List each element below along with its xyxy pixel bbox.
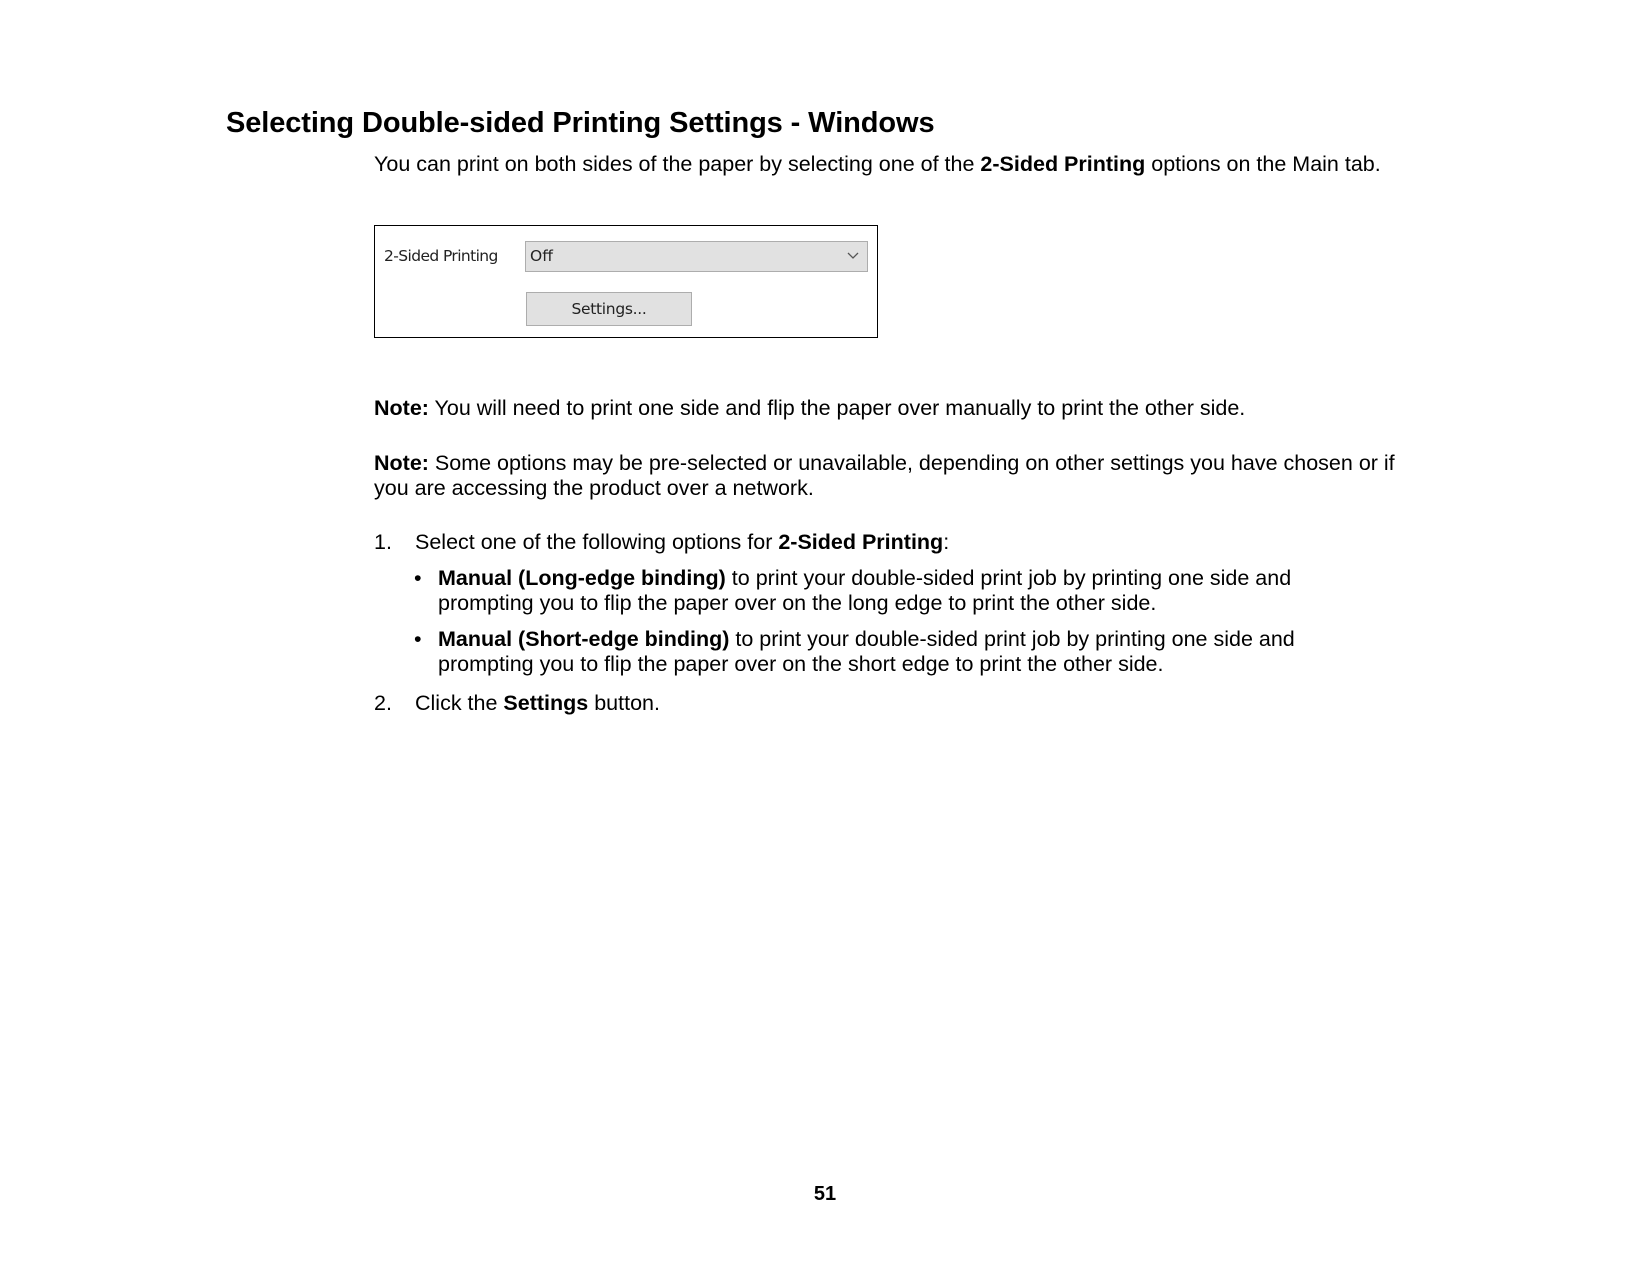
- settings-button[interactable]: Settings...: [526, 292, 692, 326]
- intro-bold-term: 2-Sided Printing: [980, 152, 1146, 176]
- two-sided-printing-dialog-screenshot: [374, 225, 878, 338]
- select-value: Off: [530, 247, 553, 265]
- bullet-text: [438, 566, 1388, 616]
- intro-text-end: options on the Main tab.: [1145, 152, 1381, 176]
- intro-paragraph: [374, 152, 1424, 177]
- two-sided-printing-label: 2-Sided Printing: [384, 247, 498, 265]
- note-text: You will need to print one side and flip the paper over manually to print the other side.: [428, 396, 1246, 420]
- step-text-start: Click the: [415, 691, 504, 715]
- step-text: [415, 691, 1415, 716]
- step-number: 2.: [374, 691, 392, 715]
- step-text: [415, 530, 1415, 555]
- step-text-end: :: [943, 530, 950, 554]
- note-label: Note:: [374, 451, 429, 475]
- step-text-end: button.: [588, 691, 660, 715]
- page-number: 51: [813, 1183, 837, 1205]
- bullet-text: [438, 627, 1388, 677]
- note-preselected-options: [374, 451, 1424, 501]
- bullet-bold-term: Manual (Short-edge binding): [438, 627, 730, 651]
- step-bold-term: Settings: [503, 691, 589, 715]
- bullet-icon: •: [414, 627, 422, 651]
- bullet-description: to print your double-sided print job by printing one side and prompting you to flip the paper over on the long edge to print the other side.: [438, 566, 1292, 615]
- chevron-down-icon: [846, 250, 860, 262]
- bullet-description: to print your double-sided print job by printing one side and prompting you to flip the paper over on the short edge to print the other side.: [438, 627, 1295, 676]
- two-sided-printing-select[interactable]: [525, 241, 868, 272]
- note-text: Some options may be pre-selected or unavailable, depending on other settings you have chosen or if you are accessing the product over a network.: [374, 451, 1395, 500]
- step-bold-term: 2-Sided Printing: [778, 530, 944, 554]
- step-text-start: Select one of the following options for: [415, 530, 779, 554]
- note-label: Note:: [374, 396, 429, 420]
- step-number: 1.: [374, 530, 392, 554]
- page-title: Selecting Double-sided Printing Settings - Windows: [226, 107, 935, 139]
- note-manual-flip: [374, 396, 1424, 421]
- bullet-icon: •: [414, 566, 422, 590]
- bullet-bold-term: Manual (Long-edge binding): [438, 566, 726, 590]
- intro-text: You can print on both sides of the paper by selecting one of the: [374, 152, 981, 176]
